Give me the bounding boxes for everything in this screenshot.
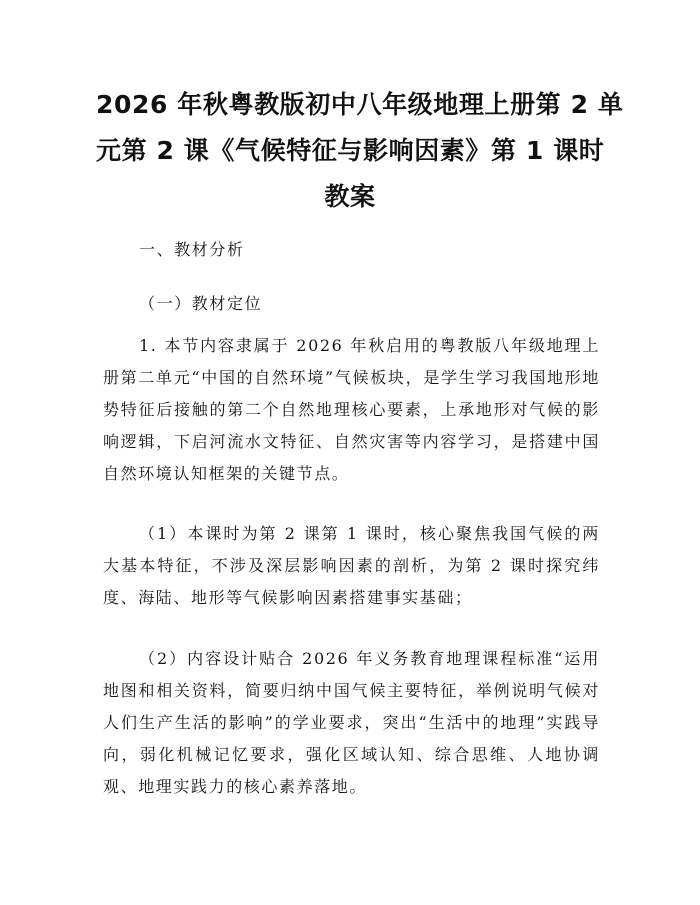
paragraph: 1. 本节内容隶属于 2026 年秋启用的粤教版八年级地理上册第二单元“中国的自然环境”气候板块，是学生学习我国地形地势特征后接触的第二个自然地理核心要素，上承地形对气候的影响逻辑，下启河流水文特征、自然灾害等内容学习，是搭建中国自然环境认知框架的关键节点。: [103, 336, 600, 483]
subsection-heading: （一）教材定位: [139, 294, 263, 313]
title-line: 元第 2 课《气候特征与影响因素》第 1 课时: [96, 136, 605, 165]
title-line: 教案: [324, 182, 376, 211]
section-heading: 一、教材分析: [139, 240, 245, 259]
paragraph: （1）本课时为第 2 课第 1 课时，核心聚焦我国气候的两大基本特征，不涉及深层影响因素的剖析，为第 2 课时探究纬度、海陆、地形等气候影响因素搭建事实基础；: [103, 524, 600, 607]
title-line: 2026 年秋粤教版初中八年级地理上册第 2 单: [96, 90, 624, 119]
paragraph: （2）内容设计贴合 2026 年义务教育地理课程标准“运用地图和相关资料，简要归纳中国气候主要特征，举例说明气候对人们生产生活的影响”的学业要求，突出“生活中的地理”实践导向，弱化机械记忆要求，强化区域认知、综合思维、人地协调观、地理实践力的核心素养落地。: [103, 649, 600, 796]
document-title: [96, 82, 624, 220]
